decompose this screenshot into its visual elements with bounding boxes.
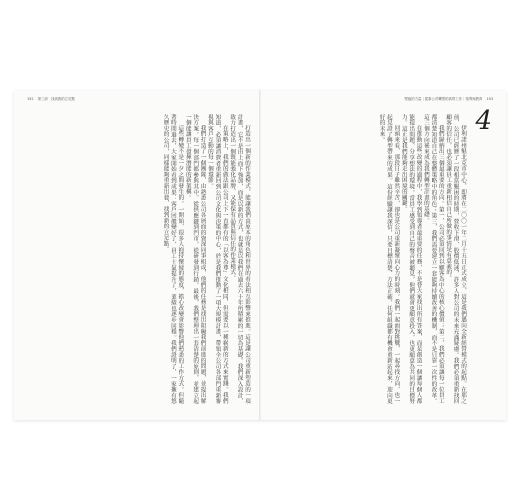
chapter-number: 4	[475, 106, 492, 136]
left-running-head	[24, 96, 75, 101]
left-running-head-text: 第三部 找到我的立足點	[37, 97, 75, 101]
right-paragraph: 在推動這些改變的過程中，我學到領導者最重要的任務，不是替大家找出所有答案，而是創造一個讓每個人都能提出問題、分享想法的環境。當員工感受到自己的聲音被聽見，他們就會更願意投入，也更願意為共同的目標努力。這正是我們能夠走出困境的關鍵。	[400, 114, 422, 404]
left-paragraph: 我們打造了一個團隊，由熟悉公司各層面的資深同事組成，他們的任務是找出阻礙我們前進的問題，並提出解決方案。每一個部門都參與其中，從供應鏈到門市，從研發到行銷。最後，我們整理出一套清楚的原則，並建立起一個能讓員工發揮潛能的新架構。	[184, 114, 206, 404]
right-page-number: 193	[486, 97, 493, 101]
right-running-head-text: 堅毅的力量｜從事公司轉型的真實工作｜領導與教育	[404, 97, 483, 101]
left-paragraph: 打造出一個新的作業模式，能讓我們由原本的角色和世界的看法相互影響來推進。這是讓公司重新塑造的一項計畫，它不是由上而下強加，而是以新的方式，也就是以我們在過去六十年所積累的一切為基礎。我們深入設計，致力打造出一個既能強化品牌、又能保有品質與信任的作業模式。	[229, 114, 250, 404]
left-paragraph: 這些轉變不是一夕之間發生的。一開始，很多人抱持懷疑的態度，擔心改變會影響他們熟悉的工作方式。但隨著時間過去，大家開始看到成果：客戶回饋變好了，員工士氣提升了，業績也逐步回穩。我們證明了，一家擁有悠久歷史的公司，同樣能夠重新出發，找到新的立足點。	[162, 114, 184, 404]
left-page	[14, 90, 260, 420]
right-paragraph: 回頭來看，那段日子雖然辛苦，卻也是公司重新凝聚向心力的時刻。我們一起面對挑戰，一起尋找方向，也一起見證了轉型帶來的成果。這份經驗讓我深信，只要目標清楚、方法正確，任何組織都有機會重新站起來，迎向更好的未來。	[378, 114, 400, 404]
right-paragraph: 我們歸納出三個最重要的方向。第一，公司必須回到以顧客為中心的核心價值；第二，我們必須讓每一位員工都清楚知道自己在整體策略中的角色；第三，我們需要建立一套能夠持續改善的機制，而不是只靠一次性的改革。這三個方向後來成為我們轉型計畫的基礎。	[422, 114, 444, 404]
right-page	[260, 90, 506, 420]
left-paragraph: 在策略上，我們的做法跟公司上下一直都有的「以客為尊」文化相同，但需要以一種嶄新的方式來實踐。我們知道，必須讓消費者重新回到公司文化與決策的中心，於是我們推動了一項大規模計畫，帶領全公司各部門重新審視與客戶互動的每一個環節。	[206, 114, 228, 404]
right-page-body	[272, 114, 466, 404]
right-running-head	[404, 96, 496, 101]
right-paragraph: 伊利諾州魁北克市中心，即將在二〇〇一年二月十五日正式成立，這是我們邁向全新經營模式的起點。在那之前，公司已經歷了一段相當艱困的時期，營收下滑、股價低迷，許多人對公司的未來充滿疑慮。我們必須重新找回顧客的信任，也必須讓員工重新相信自己所做的事情是有意義的。	[445, 114, 466, 404]
left-page-number: 192	[27, 97, 34, 101]
book-spread	[14, 90, 506, 420]
left-page-body	[28, 114, 250, 404]
